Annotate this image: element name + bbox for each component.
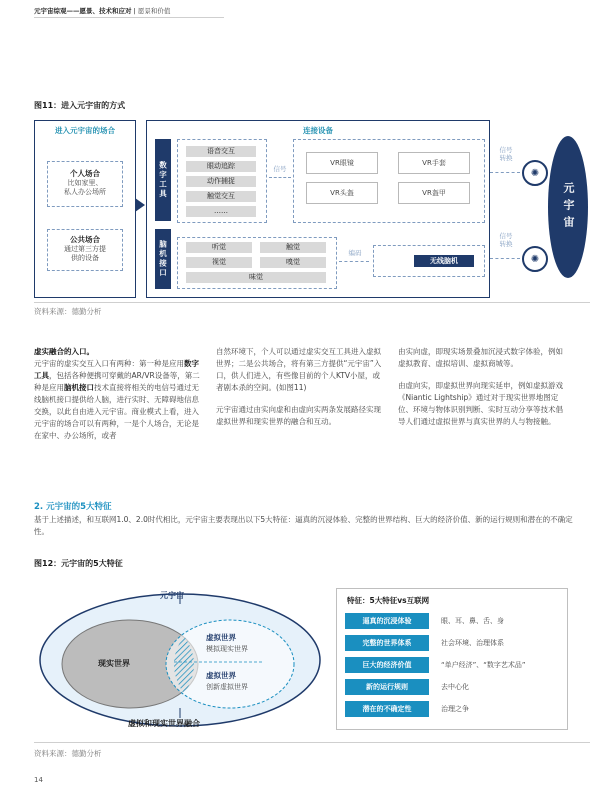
feature-label: 完整的世界体系	[345, 635, 429, 651]
vr-armor: VR盔甲	[398, 182, 470, 204]
body-col3	[398, 346, 568, 428]
features-panel-title: 特征：5大特征vs互联网	[347, 596, 430, 605]
col2-p1: 自然环境下，个人可以通过虚实交互工具进入虚拟世界；二是公共场合，将有第三方提供“元宇宙”入口，供人们进入，有些像目前的个人KTV小屋，或者剧本杀的空间。(如图11)	[216, 347, 382, 392]
section2-title: 2. 元宇宙的5大特征	[34, 502, 112, 512]
encode-label: 编码	[348, 249, 362, 257]
feature-label: 潜在的不确定性	[345, 701, 429, 717]
venn-diagram	[34, 574, 334, 734]
signal-line	[269, 177, 291, 178]
arrow-right-icon	[135, 198, 145, 212]
header-title: 元宇宙综观——愿景、技术和应对	[34, 7, 132, 15]
signal-convert-bottom: 信号 转换	[499, 232, 513, 248]
fusion-label: 虚拟和现实世界融合	[128, 719, 200, 728]
col1-title: 虚实融合的入口。	[34, 347, 94, 356]
figure12-rule	[34, 742, 590, 743]
scene-public-desc: 通过第三方提 供的设备	[64, 245, 106, 262]
device-panel	[146, 120, 490, 298]
tool-eye-tracking: 眼动追踪	[186, 161, 256, 172]
signal-label: 信号	[273, 165, 287, 173]
feature-row	[345, 613, 559, 629]
feature-row	[345, 635, 559, 651]
figure11-source: 资料来源：德勤分析	[34, 307, 102, 316]
metaverse-label: 元宇宙	[562, 181, 575, 233]
figure11	[34, 120, 590, 298]
digital-tools-label: 数字工具	[155, 139, 171, 221]
col1-bold-bci: 脑机接口	[64, 383, 94, 392]
tool-haptic: 触觉交互	[186, 191, 256, 202]
brain-icon: ✺	[522, 246, 548, 272]
scene-public	[47, 229, 123, 271]
virtual-world-1-desc: 模拟现实世界	[206, 645, 248, 653]
sense-taste: 味觉	[186, 272, 326, 283]
figure12-title: 图12：元宇宙的5大特征	[34, 559, 123, 568]
sense-smell: 嗅觉	[260, 257, 326, 268]
feature-label: 巨大的经济价值	[345, 657, 429, 673]
features-list	[345, 613, 559, 723]
signal-convert-top-line	[490, 172, 520, 173]
virtual-world-2-title: 虚拟世界	[206, 671, 236, 680]
metaverse-oval	[548, 136, 588, 278]
scene-personal	[47, 161, 123, 207]
section2-text: 基于上述描述，和互联网1.0、2.0时代相比，元宇宙主要表现出以下5大特征：逼真的沉浸体验、完整的世界结构、巨大的经济价值、新的运行规则和潜在的不确定性。	[34, 515, 573, 536]
tool-more: ……	[186, 206, 256, 217]
col1-bold-tools: 数字工具	[34, 359, 199, 380]
digital-tools-box	[177, 139, 267, 223]
tool-motion-capture: 动作捕捉	[186, 176, 256, 187]
tool-voice: 语音交互	[186, 146, 256, 157]
feature-value: 眼、耳、鼻、舌、身	[441, 617, 504, 625]
feature-value: “单户经济”、“数字艺术品”	[441, 661, 526, 669]
brain-icon: ✺	[522, 160, 548, 186]
header-divider: |	[131, 7, 138, 15]
senses-box	[177, 237, 337, 289]
scene-personal-desc: 比如家里、 私人办公场所	[64, 179, 106, 196]
real-world-label: 现实世界	[98, 659, 130, 668]
col2-p2: 元宇宙通过由实向虚和由虚向实两条发展路径实现虚拟世界和现实世界的融合和互动。	[216, 405, 381, 426]
scene-panel-title: 进入元宇宙的场合	[55, 126, 115, 135]
body-col2	[216, 346, 386, 428]
page-number: 14	[34, 776, 43, 784]
bci-label: 脑机接口	[155, 229, 171, 289]
feature-row	[345, 657, 559, 673]
col1-text-b: ，包括各种便携可穿戴的AR/VR设备等，第二种是应用	[34, 371, 200, 392]
body-col1	[34, 346, 202, 442]
virtual-world-2-desc: 创新虚拟世界	[206, 683, 248, 691]
feature-label: 新的运行规则	[345, 679, 429, 695]
vr-glasses: VR眼镜	[306, 152, 378, 174]
figure11-title: 图11：进入元宇宙的方式	[34, 101, 126, 110]
encode-line	[339, 261, 369, 262]
wireless-bci-box	[373, 245, 485, 277]
col1-text-a: 元宇宙的虚实交互入口有两种：第一种是应用	[34, 359, 184, 368]
sense-touch: 触觉	[260, 242, 326, 253]
features-panel	[336, 588, 568, 730]
sense-sight: 视觉	[186, 257, 252, 268]
figure11-rule	[34, 302, 590, 303]
signal-convert-bottom-line	[490, 258, 520, 259]
scene-panel	[34, 120, 136, 298]
col3-p1: 由实向虚，即现实场景叠加沉浸式数字体验，例如虚拟教育、虚拟培训、虚拟商城等。	[398, 347, 563, 368]
scene-personal-title: 个人场合	[70, 169, 100, 178]
vr-helmet: VR头盔	[306, 182, 378, 204]
col1-text-c: 技术直接将相关的电信号通过无线脑机接口提供给人脑，进行实时、无障碍地信息交换，以此自由进入元宇宙。商业模式上看，进入元宇宙的场合可以有两种，一是个人场合，无论是在家中、办公场所，或者	[34, 383, 199, 440]
vr-gloves: VR手套	[398, 152, 470, 174]
signal-convert-top: 信号 转换	[499, 146, 513, 162]
feature-row	[345, 679, 559, 695]
wireless-bci: 无线脑机	[414, 255, 474, 267]
col3-p2: 由虚向实，即虚拟世界向现实延申，例如虚拟游戏《Niantic Lightship》通过对于现实世界地图定位、环境与物体识别判断、实时互动分享等技术倡导人们通过虚拟世界与真实世界的人与物接触。	[398, 381, 563, 426]
figure12-source: 资料来源：德勤分析	[34, 749, 102, 758]
scene-public-title: 公共场合	[70, 235, 100, 244]
header-rule	[34, 17, 224, 18]
feature-label: 逼真的沉浸体验	[345, 613, 429, 629]
virtual-world-1-title: 虚拟世界	[206, 633, 236, 642]
metaverse-outer-label: 元宇宙	[160, 591, 184, 600]
sense-hearing: 听觉	[186, 242, 252, 253]
feature-row	[345, 701, 559, 717]
running-header	[34, 6, 170, 15]
feature-value: 去中心化	[441, 683, 469, 691]
device-panel-title: 连接设备	[303, 126, 333, 135]
feature-value: 社会环境、治理体系	[441, 639, 504, 647]
feature-value: 治理之争	[441, 705, 469, 713]
header-subtitle: 愿景和价值	[137, 7, 171, 15]
vr-devices-box	[293, 139, 485, 223]
